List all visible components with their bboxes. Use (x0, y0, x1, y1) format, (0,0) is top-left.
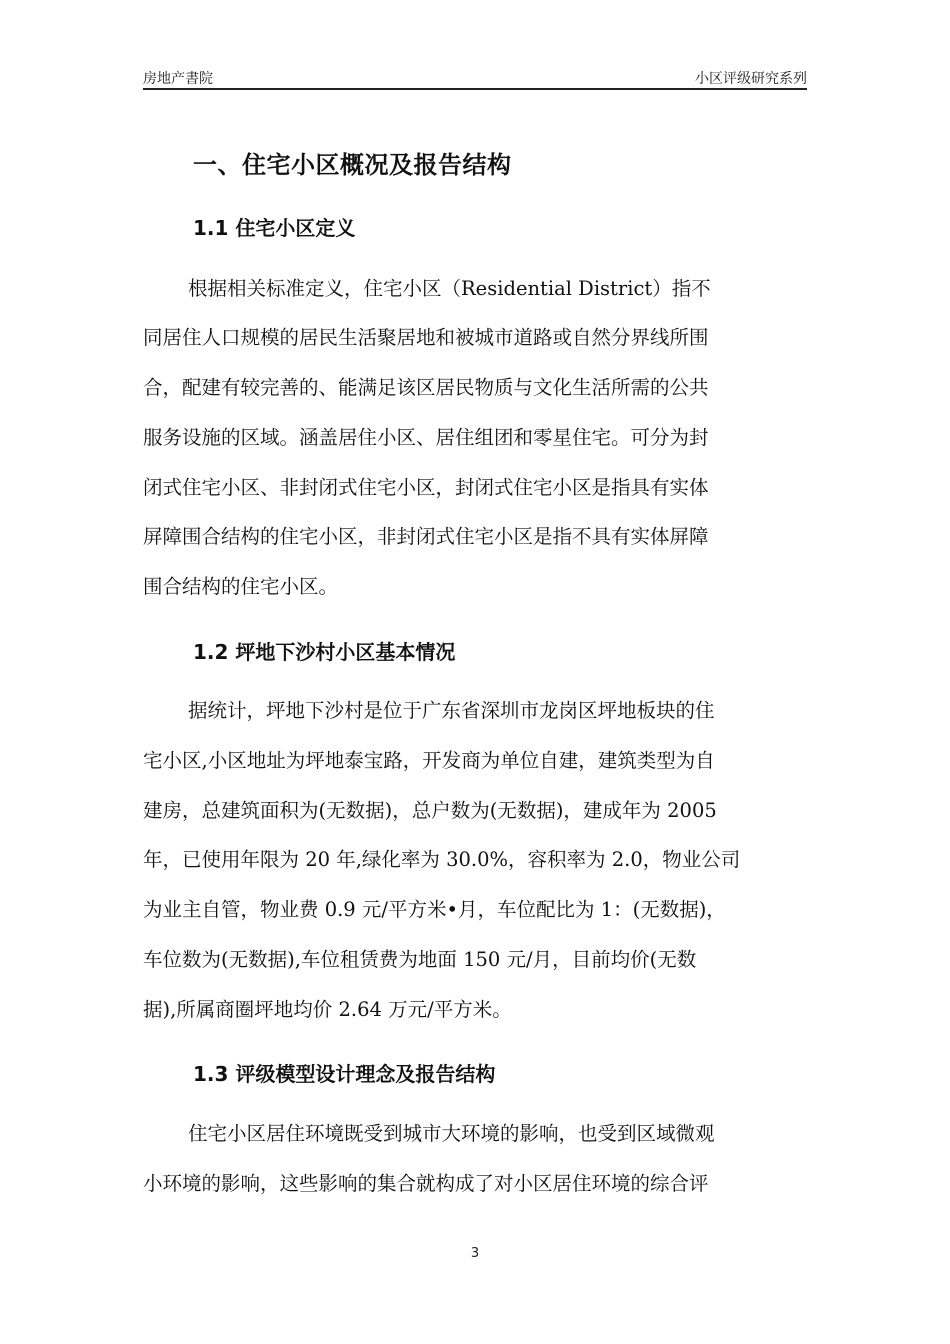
paragraph-line: 据统计，坪地下沙村是位于广东省深圳市龙岗区坪地板块的住 (188, 699, 715, 722)
paragraph-line: 小环境的影响，这些影响的集合就构成了对小区居住环境的综合评 (143, 1172, 709, 1195)
paragraph-line: 屏障围合结构的住宅小区，非封闭式住宅小区是指不具有实体屏障 (143, 525, 709, 548)
paragraph-line: 年，已使用年限为 20 年,绿化率为 30.0%，容积率为 2.0，物业公司 (143, 848, 741, 871)
paragraph-line: 合，配建有较完善的、能满足该区居民物质与文化生活所需的公共 (143, 376, 709, 399)
page-number: 3 (470, 1246, 480, 1261)
chapter-title: 一、住宅小区概况及报告结构 (193, 151, 512, 179)
paragraph-line: 据),所属商圈坪地均价 2.64 万元/平方米。 (143, 998, 512, 1021)
section-heading-1-2: 1.2 坪地下沙村小区基本情况 (193, 640, 456, 664)
paragraph-line: 闭式住宅小区、非封闭式住宅小区，封闭式住宅小区是指具有实体 (143, 476, 709, 499)
paragraph-line: 根据相关标准定义，住宅小区（Residential District）指不 (188, 277, 711, 300)
header-series-title: 小区评级研究系列 (695, 71, 807, 87)
paragraph-line: 建房，总建筑面积为(无数据)，总户数为(无数据)，建成年为 2005 (143, 799, 717, 822)
paragraph-line: 车位数为(无数据),车位租赁费为地面 150 元/月，目前均价(无数 (143, 948, 697, 971)
paragraph-line: 服务设施的区域。涵盖居住小区、居住组团和零星住宅。可分为封 (143, 426, 709, 449)
paragraph-line: 为业主自管，物业费 0.9 元/平方米•月，车位配比为 1：(无数据)， (143, 898, 726, 921)
section-heading-1-3: 1.3 评级模型设计理念及报告结构 (193, 1062, 496, 1086)
header-publisher: 房地产書院 (143, 71, 213, 87)
header-divider (143, 88, 807, 90)
page-header (143, 64, 807, 90)
paragraph-line: 住宅小区居住环境既受到城市大环境的影响，也受到区域微观 (188, 1122, 715, 1145)
paragraph-line: 同居住人口规模的居民生活聚居地和被城市道路或自然分界线所围 (143, 326, 709, 349)
section-heading-1-1: 1.1 住宅小区定义 (193, 216, 356, 240)
paragraph-line: 宅小区,小区地址为坪地泰宝路，开发商为单位自建，建筑类型为自 (143, 749, 715, 772)
paragraph-line: 围合结构的住宅小区。 (143, 575, 339, 598)
